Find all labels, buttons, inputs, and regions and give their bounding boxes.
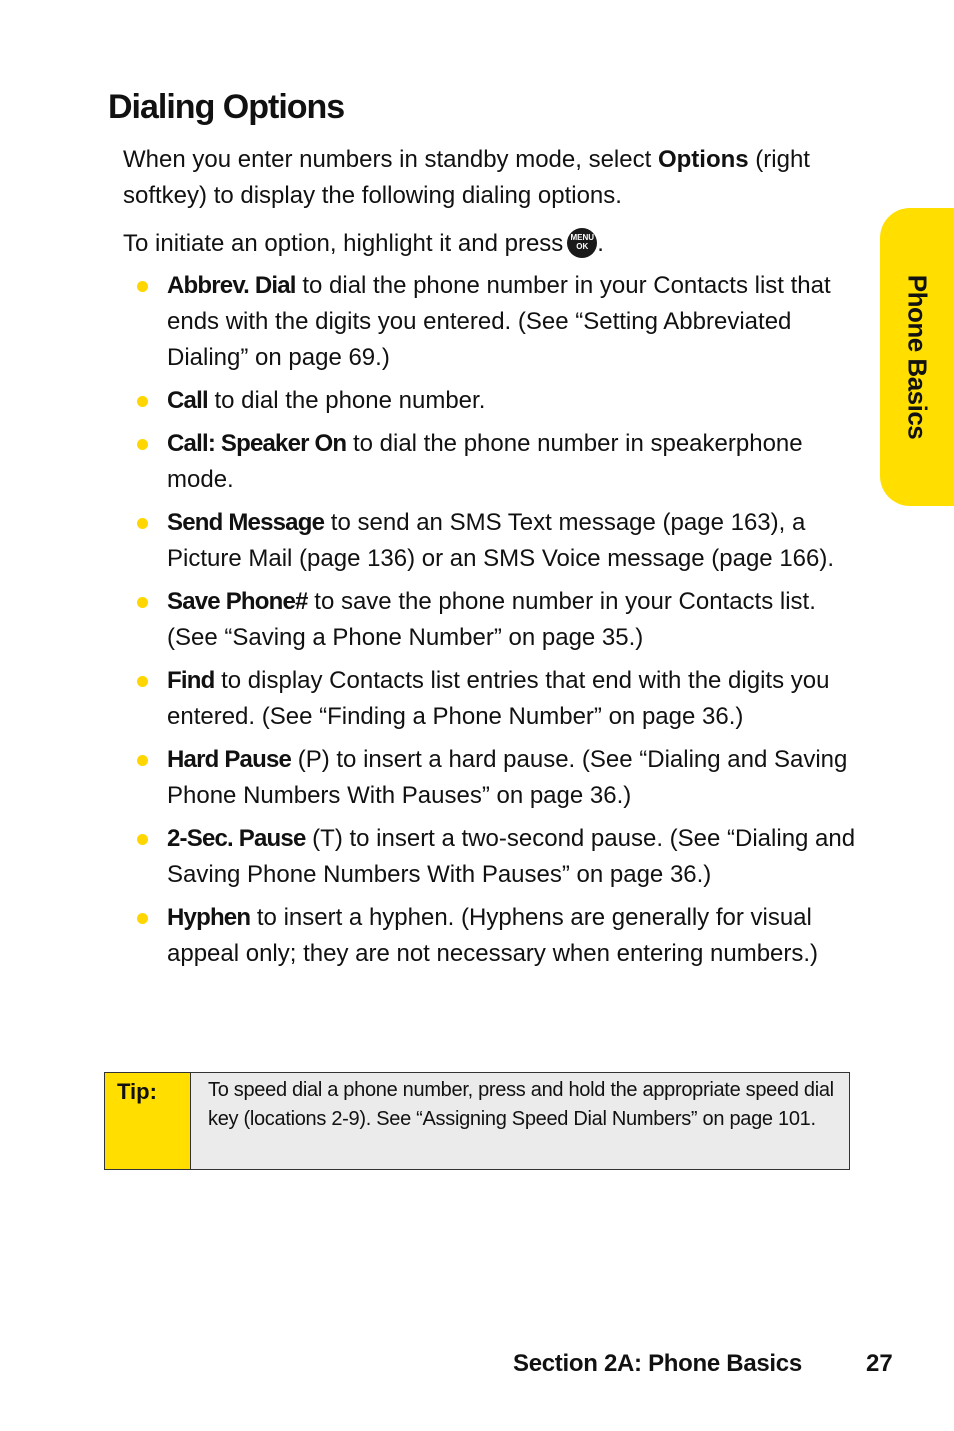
page-number: 27 — [866, 1350, 893, 1377]
option-term: Hard Pause — [167, 746, 292, 773]
bullet-icon — [137, 913, 148, 924]
option-term: Abbrev. Dial — [167, 272, 296, 299]
option-term: Save Phone# — [167, 588, 308, 615]
option-description: to dial the phone number in speakerphone mode. — [167, 430, 803, 493]
option-description: to dial the phone number. — [207, 387, 486, 414]
intro-paragraph — [123, 142, 853, 214]
list-item — [123, 900, 863, 972]
side-tab-label: Phone Basics — [902, 274, 933, 440]
footer-section-title: Section 2A: Phone Basics — [513, 1350, 802, 1377]
list-item — [123, 268, 863, 376]
option-description: to display Contacts list entries that end with the digits you entered. (See “Finding a Phone Number” on page 36.) — [167, 667, 830, 730]
option-term: 2-Sec. Pause — [167, 825, 306, 852]
list-item — [123, 663, 863, 735]
option-description: (P) to insert a hard pause. (See “Dialing and Saving Phone Numbers With Pauses” on page 36.) — [167, 746, 848, 809]
bullet-icon — [137, 518, 148, 529]
instruction-paragraph — [123, 226, 853, 262]
instruction-period: . — [597, 230, 604, 257]
bullet-icon — [137, 597, 148, 608]
bullet-icon — [137, 439, 148, 450]
option-description: to send an SMS Text message (page 163), a Picture Mail (page 136) or an SMS Voice message (page 166). — [167, 509, 835, 572]
page-title: Dialing Options — [108, 88, 345, 126]
option-term: Hyphen — [167, 904, 251, 931]
tip-text: To speed dial a phone number, press and hold the appropriate speed dial key (locations 2-9). See “Assigning Speed Dial Numbers” on page 101. — [208, 1079, 834, 1130]
bullet-icon — [137, 676, 148, 687]
menu-ok-key-icon — [567, 228, 597, 258]
list-item — [123, 426, 863, 498]
instruction-text: To initiate an option, highlight it and press — [123, 230, 564, 257]
list-item — [123, 742, 863, 814]
bullet-icon — [137, 834, 148, 845]
dialing-options-list — [123, 268, 863, 979]
list-item — [123, 383, 863, 419]
option-description: to dial the phone number in your Contacts list that ends with the digits you entered. (See “Setting Abbreviated Dialing” on page 69.) — [167, 272, 831, 371]
section-side-tab — [880, 208, 954, 506]
list-item — [123, 584, 863, 656]
tip-box — [104, 1072, 850, 1170]
option-term: Call: Speaker On — [167, 430, 347, 457]
option-description: (T) to insert a two-second pause. (See “Dialing and Saving Phone Numbers With Pauses” on page 36.) — [167, 825, 856, 888]
option-description: to insert a hyphen. (Hyphens are generally for visual appeal only; they are not necessary when entering numbers.) — [167, 904, 819, 967]
option-term: Call — [167, 387, 208, 414]
intro-text-end: (right softkey) to display the following dialing options. — [123, 146, 810, 209]
list-item — [123, 821, 863, 893]
tip-label: Tip: — [105, 1073, 191, 1169]
option-term: Find — [167, 667, 215, 694]
menu-key-bottom-label: OK — [576, 241, 589, 251]
intro-text: When you enter numbers in standby mode, select — [123, 146, 658, 173]
menu-key-top-label: MENU — [570, 232, 595, 242]
option-description: to save the phone number in your Contacts list. (See “Saving a Phone Number” on page 35.) — [167, 588, 816, 651]
list-item — [123, 505, 863, 577]
bullet-icon — [137, 396, 148, 407]
option-term: Send Message — [167, 509, 325, 536]
bullet-icon — [137, 755, 148, 766]
bullet-icon — [137, 281, 148, 292]
options-softkey-name: Options — [657, 146, 749, 173]
